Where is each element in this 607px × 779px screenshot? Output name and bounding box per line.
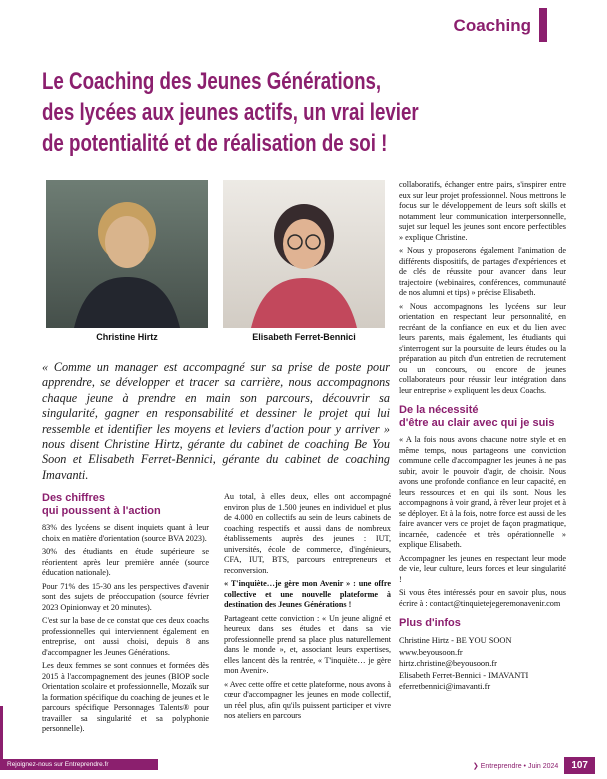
page-number-badge: 107 [564, 757, 595, 774]
column-3-heading [399, 404, 566, 430]
portrait-caption-christine: Christine Hirtz [96, 332, 158, 342]
article-title [42, 66, 582, 159]
section-label: Coaching [453, 16, 531, 35]
footer-issue-label: Entreprendre • Juin 2024 [480, 762, 559, 770]
body-paragraph: Au total, à elles deux, elles ont accompagné environ plus de 1.500 jeunes en individuel et plus de 4.000 en collectifs au sein de leurs cabinets de coaching respectifs et aussi dans de nombreux établissements auprès des jeunes : IUT, universités, école de commerce, d'ingénieurs, CFA, IUT, BTS, parcours entrepreneurs et reconversion. [224, 492, 391, 575]
article-title-line-1: Le Coaching des Jeunes Générations, [42, 68, 382, 95]
column-1 [42, 492, 209, 738]
column-3 [399, 180, 566, 693]
portrait-photo-elisabeth [223, 180, 385, 328]
column-2-subhead: « T'inquiète…je gère mon Avenir » : une offre collective et une nouvelle plateforme à destination des Jeunes Générations ! [224, 579, 391, 609]
portrait-caption-elisabeth: Elisabeth Ferret-Bennici [252, 332, 356, 342]
column-1-heading-line-1: Des chiffres [42, 492, 105, 504]
footer-issue-info [473, 757, 595, 774]
portrait-photo-christine [46, 180, 208, 328]
stat-paragraph: 83% des lycéens se disent inquiets quant à leur choix en matière d'orientation (source BVA 2023). [42, 523, 209, 543]
column-2 [224, 492, 391, 738]
body-paragraph: Partageant cette conviction : « Un jeune aligné et heureux dans ses études et dans sa vie professionnelle prend sa place plus naturellement dans le monde », et, associant leurs expertises, elles lancent dès la rentrée, « T'inquiète… je gère mon Avenir». [224, 613, 391, 675]
body-paragraph: « Nous accompagnons les lycéens sur leur orientation en respectant leur personnalité, en recréant de la confiance en eux et du lien avec leurs parents, mais également, les étudiants qui s'interrogent sur la poursuite de leurs études ou la préparation au pitch d'un entretien de recrutement ou un concours, ou encore de jeunes collaborateurs pour réussir leur intégration dans leur entreprise » expliquent les deux Coachs. [399, 301, 566, 395]
footer-social-band [0, 759, 158, 770]
column-1-heading-line-2: qui poussent à l'action [42, 505, 161, 517]
chevron-right-icon: ❯ [472, 762, 479, 770]
body-paragraph: C'est sur la base de ce constat que ces deux coachs professionnelles qui interviennent également en entreprise, ont aussi choisi, depuis 8 ans d'accompagner les Jeunes Générations. [42, 616, 209, 657]
portrait-figure-elisabeth [223, 180, 385, 342]
body-paragraph: « Avec cette offre et cette plateforme, nous avons à cœur d'accompagner les jeunes en mode collectif, un réel plus, afin qu'ils puissent participer et vivre nos ateliers en parcours [224, 679, 392, 720]
face-shape [105, 216, 149, 268]
portraits-row [46, 180, 385, 342]
body-paragraph: Accompagner les jeunes en respectant leur mode de vie, leur culture, leurs forces et leur singularité ! [399, 553, 566, 584]
footer-issue-text [473, 762, 558, 770]
body-paragraph: Les deux femmes se sont connues et formées dès 2015 à l'accompagnement des jeunes (BIOP socle Orientation scolaire et professionnelle, Mozaïk sur la formation spécifique du coaching de jeunes et le parcours spécifique Personnages Talents® pour travailler sa singularité et sa polyphonie personnelle). [42, 661, 209, 733]
more-info-heading: Plus d'infos [399, 617, 461, 629]
body-paragraph: collaboratifs, échanger entre pairs, s'inspirer entre eux sur leur projet professionnel. Nous mettrons le focus sur le développement de leurs soft skills et notamment leur communication interpersonnelle, sujet sur lequel les jeunes sont encore perfectibles » explique Christine. [399, 180, 566, 242]
article-title-line-2: des lycées aux jeunes actifs, un vrai levier [42, 99, 419, 126]
body-paragraph: « Nous y proposerons également l'animation de différents dispositifs, de partages d'expériences et de clés de réussite pour avancer dans leur trajectoire (webinaires, conférences, communauté de nos alumni et tips) » précise Elisabeth. [399, 246, 566, 297]
contact-name: Christine Hirtz - BE YOU SOON [399, 636, 512, 645]
face-shape [283, 219, 325, 269]
body-columns [42, 492, 391, 738]
contact-email: hirtz.christine@beyousoon.fr [399, 659, 497, 668]
footer-social-text: Rejoignez-nous sur Entreprendre.fr [7, 761, 109, 768]
column-1-heading [42, 492, 209, 518]
contact-callout: Si vous êtes intéressés pour en savoir plus, nous écrire à : contact@tinquietejegeremonavenir.com [399, 588, 566, 608]
body-paragraph: « A la fois nous avons chacune notre style et en même temps, nous partageons une conviction commune celle d'accompagner les jeunes à ne pas subir, avoir le pouvoir d'agir, de choisir. Nous avons une profonde confiance en leur capacité, en leurs ressources et en qui ils sont. Nous les accompagnons à voir grand, à rêver leur projet et à se déployer. Et à la fois, notre force est aussi de les faire avancer vers ce projet de façon pragmatique, incarnée, cadencée et très opérationnelle » explique Elisabeth. [399, 435, 566, 549]
contact-email: eferretbennici@imavanti.fr [399, 682, 491, 691]
stat-paragraph: Pour 71% des 15-30 ans les perspectives d'avenir sont des sujets de préoccupation (source février 2023 Opinionway et 20 minutes). [42, 581, 209, 612]
portrait-figure-christine [46, 180, 208, 342]
section-accent-bar [539, 8, 547, 42]
intro-quote: « Comme un manager est accompagné sur sa prise de poste pour apprendre, se développer et tracer sa carrière, nous accompagnons chaque jeune à prendre en main son parcours, découvrir sa singularité, gagner en responsabilité et dessiner le projet qui lui ressemble et identifier les moyens et leviers d'action pour y arriver » nous disent Christine Hirtz, gérante du cabinet de coaching Be You Soon et Elisabeth Ferret-Bennici, gérante du cabinet de coaching Imavanti. [42, 360, 390, 482]
stat-paragraph: 30% des étudiants en étude supérieure se réorientent après leur première année (source éducation nationale). [42, 547, 209, 577]
column-3-heading-line-2: d'être au clair avec qui je suis [399, 417, 555, 429]
contact-website: www.beyousoon.fr [399, 647, 463, 657]
column-3-heading-line-1: De la nécessité [399, 404, 479, 416]
contact-name: Elisabeth Ferret-Bennici - IMAVANTI [399, 670, 529, 680]
article-title-line-3: de potentialité et de réalisation de soi ! [42, 130, 388, 157]
